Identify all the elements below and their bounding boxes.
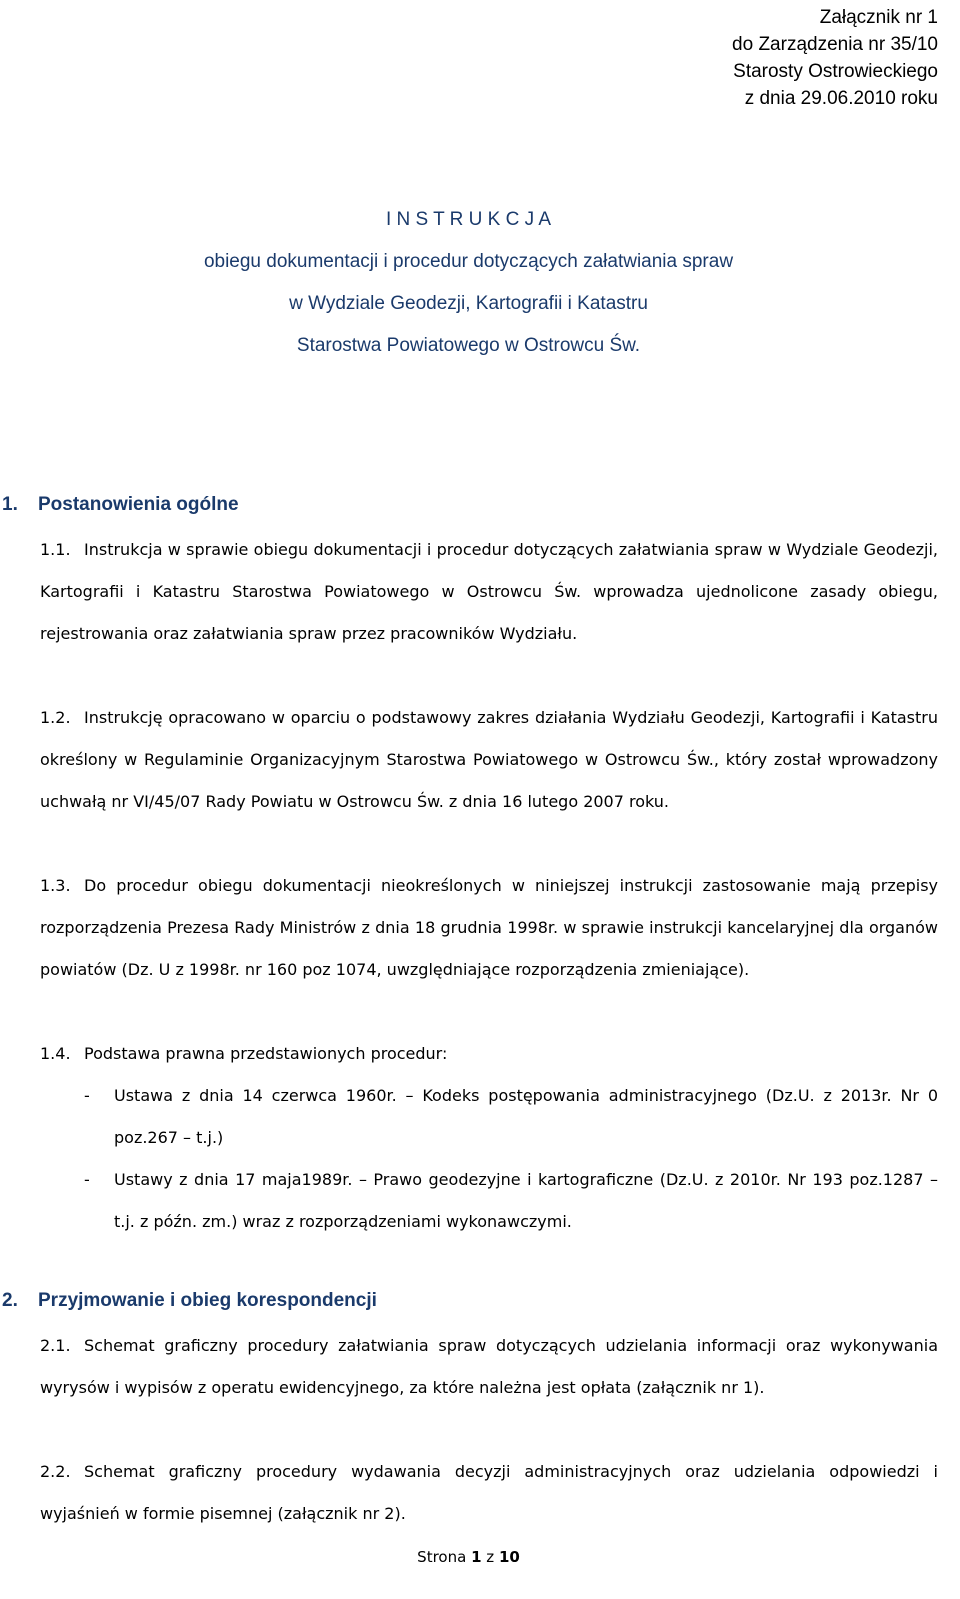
list-item [84,1075,938,1159]
paragraph-text: Podstawa prawna przedstawionych procedur: [84,1044,448,1063]
title-line: obiegu dokumentacji i procedur dotyczących załatwiania spraw [203,251,734,272]
paragraph [40,697,938,823]
section-number: 2. [2,1290,18,1311]
document-title [0,199,937,367]
attachment-note [732,4,938,112]
paragraph-number: 1.4. [40,1044,71,1063]
paragraph-text: Instrukcja w sprawie obiegu dokumentacji i procedur dotyczących załatwiania spraw w Wydziale Geodezji, Kartografii i Katastru Starostwa Powiatowego w Ostrowcu Św. wprowadza ujednolicone zasady obiegu, rejestrowania oraz załatwiania spraw przez pracowników Wydziału. [40,540,938,643]
paragraph [40,1451,938,1535]
paragraph-text: Schemat graficzny procedury załatwiania spraw dotyczących udzielania informacji oraz wykonywania wyrysów i wypisów z operatu ewidencyjnego, za które należna jest opłata (załącznik nr 1). [40,1336,938,1397]
section-title: Postanowienia ogólne [38,494,239,515]
list-item-text: Ustawa z dnia 14 czerwca 1960r. – Kodeks postępowania administracyjnego (Dz.U. z 2013r. Nr 0 poz.267 – t.j.) [114,1086,938,1147]
dash-bullet: - [84,1170,90,1189]
section-number: 1. [2,494,18,515]
title-line: Starostwa Powiatowego w Ostrowcu Św. [296,335,641,356]
paragraph-text: Instrukcję opracowano w oparciu o podstawowy zakres działania Wydziału Geodezji, Kartografii i Katastru określony w Regulaminie Organizacyjnym Starostwa Powiatowego w Ostrowcu Św., który został wprowadzony uchwałą nr VI/45/07 Rady Powiatu w Ostrowcu Św. z dnia 16 lutego 2007 roku. [40,708,938,811]
section-heading [2,1290,377,1312]
section-heading [2,494,239,516]
paragraph [40,529,938,655]
section-title: Przyjmowanie i obieg korespondencji [38,1290,377,1311]
attachment-line: Starosty Ostrowieckiego [733,61,938,82]
attachment-line: z dnia 29.06.2010 roku [744,88,938,109]
current-page-number: 1 [471,1548,482,1566]
paragraph-text: Schemat graficzny procedury wydawania decyzji administracyjnych oraz udzielania odpowiedzi i wyjaśnień w formie pisemnej (załącznik nr 2). [40,1462,938,1523]
list-item-text: Ustawy z dnia 17 maja1989r. – Prawo geodezyjne i kartograficzne (Dz.U. z 2010r. Nr 193 poz.1287 – t.j. z późn. zm.) wraz z rozporządzeniami wykonawczymi. [114,1170,938,1231]
total-pages-number: 10 [498,1548,520,1566]
paragraph-number: 1.2. [40,708,71,727]
dash-bullet: - [84,1086,90,1105]
footer-of: z [486,1548,495,1566]
title-heading: I N S T R U K C J A [385,209,552,230]
paragraph-number: 1.1. [40,540,71,559]
paragraph [40,1325,938,1409]
paragraph [40,1033,938,1075]
attachment-line: do Zarządzenia nr 35/10 [732,34,938,55]
paragraph-number: 2.2. [40,1462,71,1481]
paragraph-number: 1.3. [40,876,71,895]
paragraph-number: 2.1. [40,1336,71,1355]
paragraph [40,865,938,991]
list-item [84,1159,938,1243]
page-footer [0,1546,937,1568]
attachment-line: Załącznik nr 1 [819,7,938,28]
paragraph-text: Do procedur obiegu dokumentacji nieokreślonych w niniejszej instrukcji zastosowanie mają przepisy rozporządzenia Prezesa Rady Ministrów z dnia 18 grudnia 1998r. w sprawie instrukcji kancelaryjnej dla organów powiatów (Dz. U z 1998r. nr 160 poz 1074, uwzględniające rozporządzenia zmieniające). [40,876,938,979]
footer-label: Strona [417,1548,467,1566]
title-line: w Wydziale Geodezji, Kartografii i Katastru [289,293,648,314]
